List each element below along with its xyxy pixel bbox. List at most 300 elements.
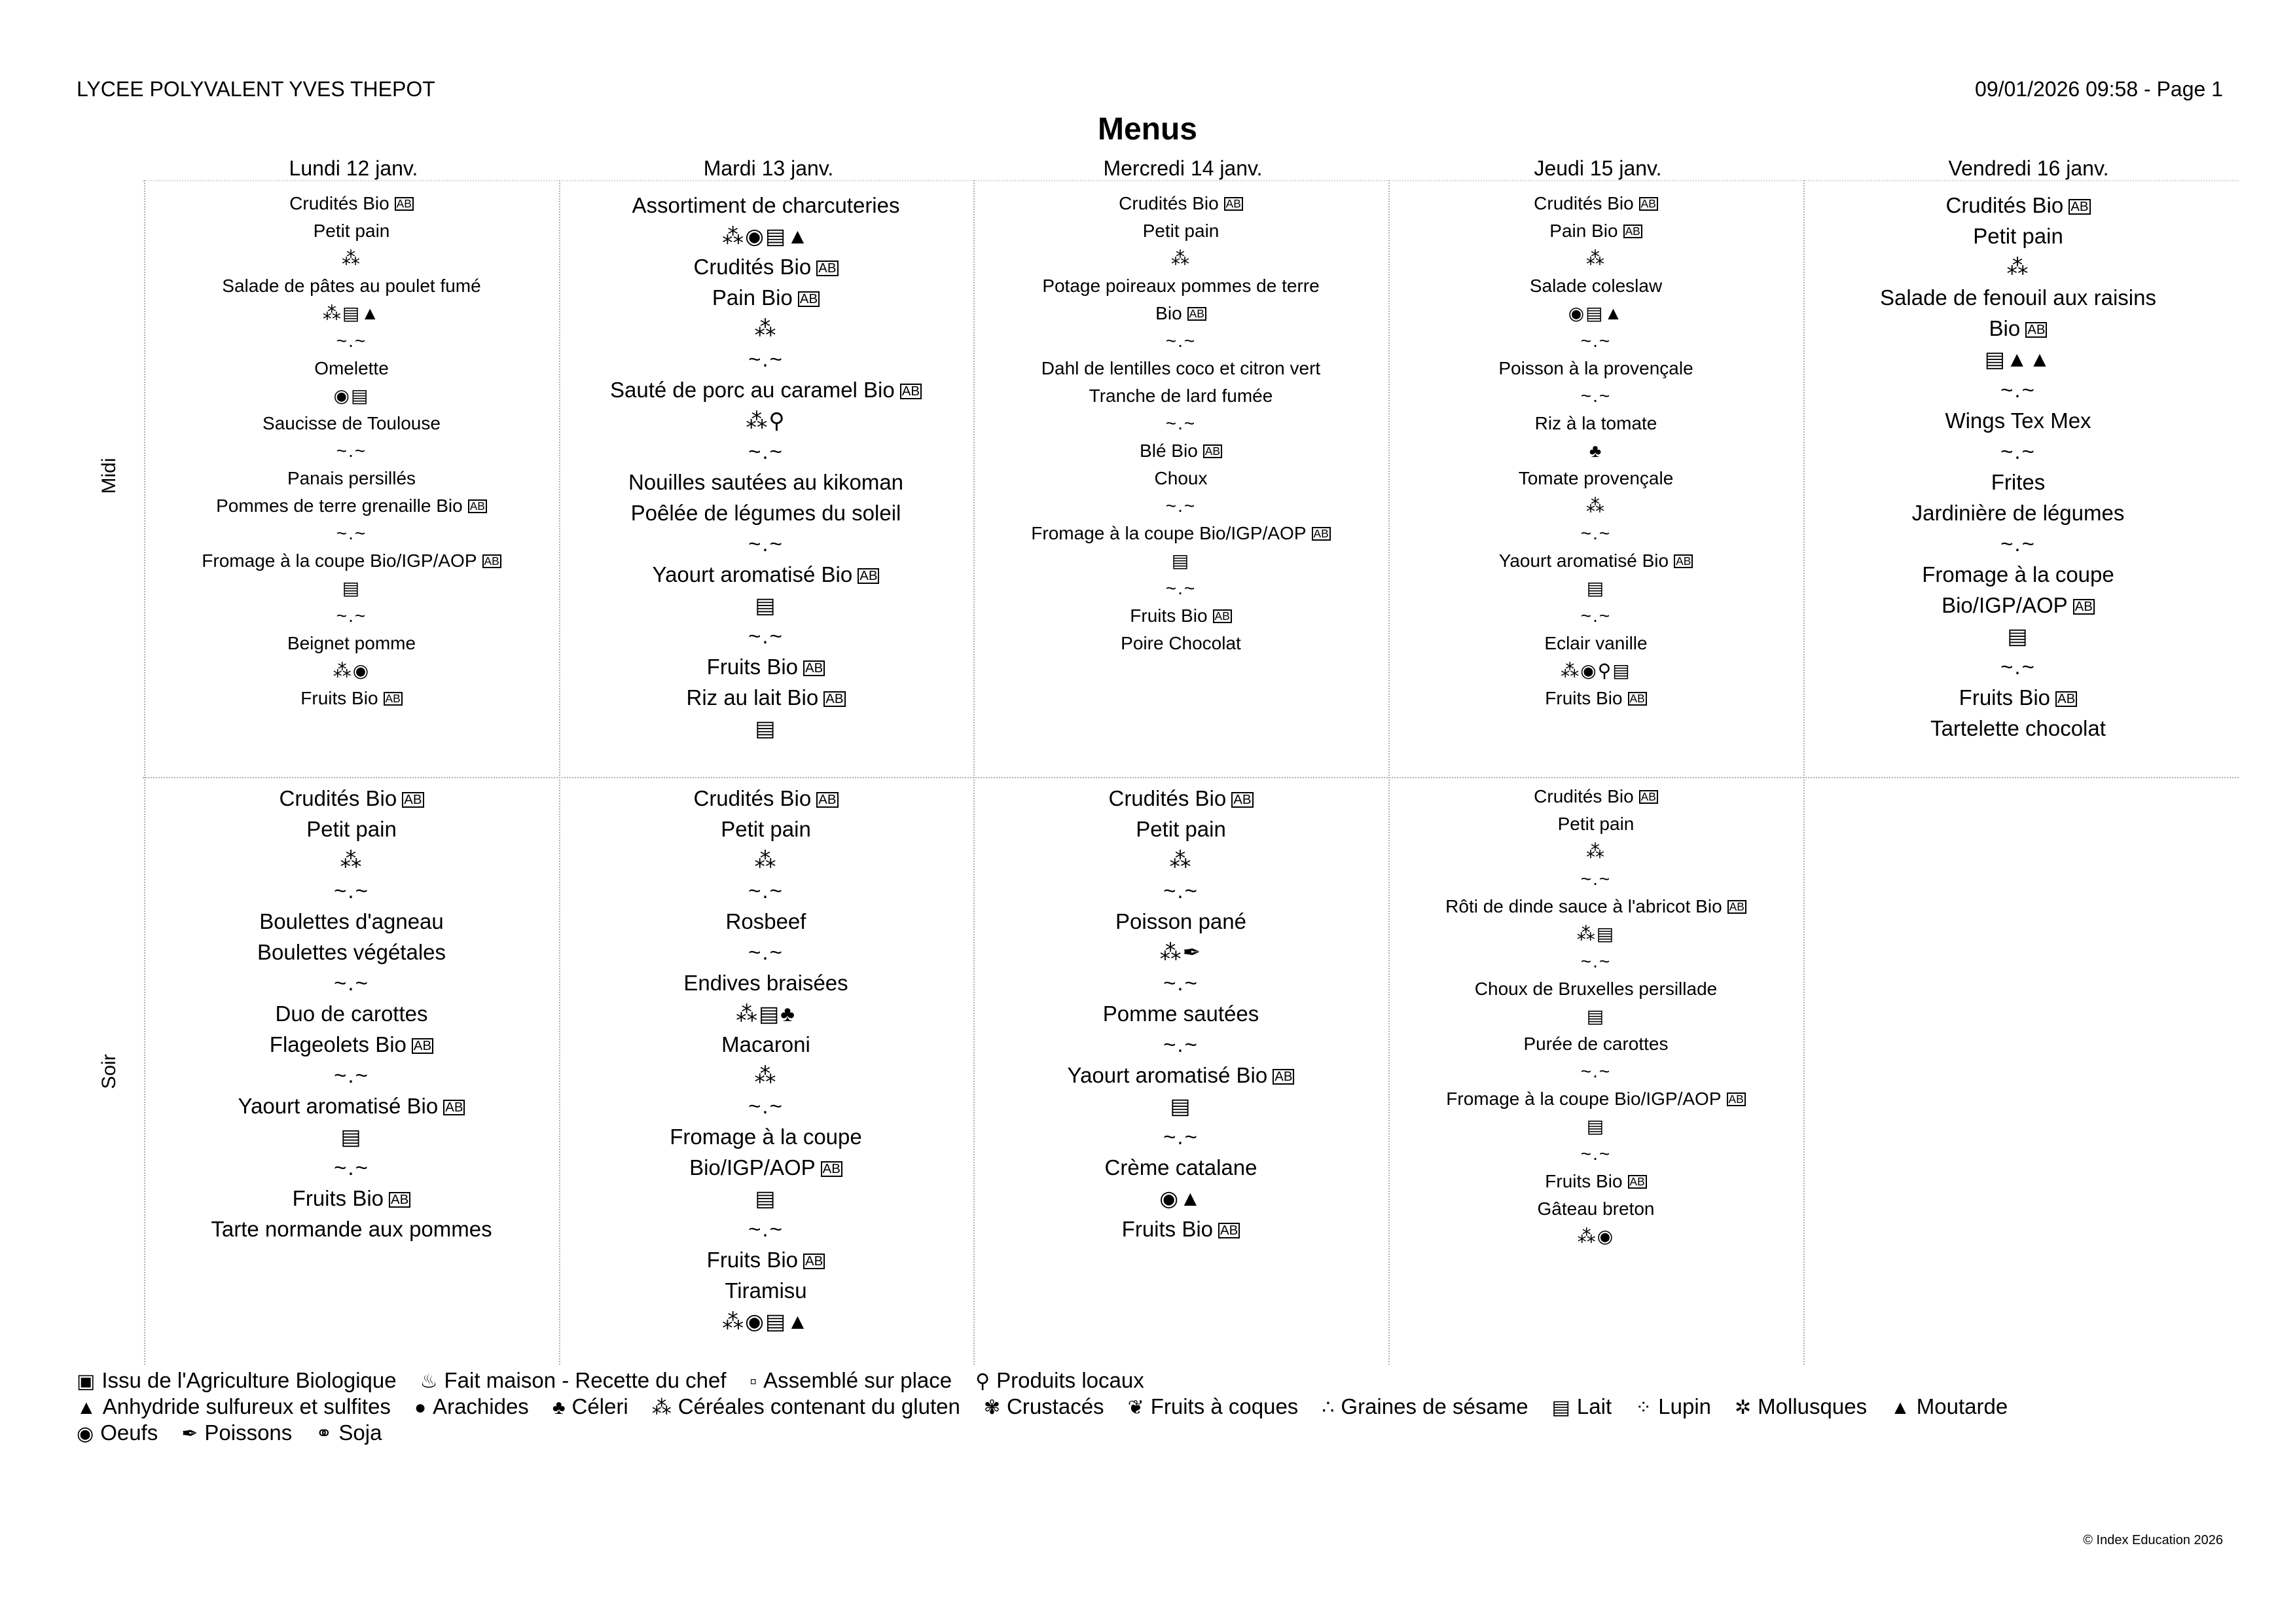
allergen-icons: ⁂◉ bbox=[1577, 1226, 1615, 1246]
menu-item-label: Yaourt aromatisé Bio bbox=[1067, 1063, 1268, 1087]
menu-item-label: Crudités Bio bbox=[693, 786, 812, 810]
allergen-icons: ⁂▤ bbox=[1576, 924, 1616, 944]
allergen-icons: ⁂ bbox=[1586, 496, 1606, 516]
menu-item-label: Gâteau breton bbox=[1537, 1199, 1655, 1219]
menu-item bbox=[569, 1029, 962, 1060]
bio-label-icon: AB bbox=[1623, 225, 1642, 238]
menu-item-label: Poisson pané bbox=[1115, 909, 1246, 933]
menu-item-label: Saucisse de Toulouse bbox=[262, 413, 441, 433]
slot-label-midi: Midi bbox=[98, 458, 120, 494]
legend-label: Assemblé sur place bbox=[763, 1368, 952, 1392]
menu-item-label: Crudités Bio bbox=[279, 786, 397, 810]
menu-item-label: Fruits Bio bbox=[706, 655, 799, 679]
legend-item bbox=[975, 1368, 1144, 1394]
menu-item bbox=[1822, 405, 2214, 436]
menu-item-label: Salade coleslaw bbox=[1529, 276, 1663, 296]
bio-label-icon: AB bbox=[402, 792, 424, 808]
menu-item bbox=[1400, 1030, 1792, 1058]
course-separator: ~.~ bbox=[2000, 378, 2036, 402]
allergen-icons: ⁂ bbox=[340, 848, 363, 872]
menu-item bbox=[1400, 217, 1792, 245]
day-header-friday: Vendredi 16 janv. bbox=[1948, 156, 2109, 180]
menu-item bbox=[1400, 975, 1792, 1003]
bio-label-icon: AB bbox=[798, 291, 820, 307]
menu-cell-midi-monday bbox=[155, 190, 548, 712]
course-separator: ~.~ bbox=[2000, 655, 2036, 679]
sesame-icon: ∴ bbox=[1322, 1397, 1335, 1418]
menu-item bbox=[569, 1275, 962, 1306]
menu-item bbox=[155, 1214, 548, 1244]
menu-item-label: Panais persillés bbox=[287, 468, 416, 488]
menu-item-label: Fruits Bio bbox=[1545, 688, 1623, 708]
menu-item-label: Boulettes d'agneau bbox=[259, 909, 444, 933]
bio-label-icon: AB bbox=[1628, 692, 1647, 706]
bio-label-icon: AB bbox=[803, 660, 825, 676]
legend-label: Anhydride sulfureux et sulfites bbox=[102, 1394, 391, 1418]
allergen-icons: ◉▤▲ bbox=[1568, 303, 1624, 323]
menu-item-label: Petit pain bbox=[306, 817, 397, 841]
lupin-icon: ⁘ bbox=[1635, 1397, 1652, 1418]
menu-item bbox=[1822, 467, 2214, 497]
course-separator: ~.~ bbox=[1580, 869, 1612, 889]
menu-item bbox=[155, 937, 548, 967]
menu-item-label: Potage poireaux pommes de terre bbox=[1042, 276, 1320, 296]
bio-label-icon: AB bbox=[1203, 444, 1222, 458]
menu-item-label: Assortiment de charcuteries bbox=[632, 193, 900, 217]
bio-label-icon: AB bbox=[412, 1038, 433, 1054]
day-header-monday: Lundi 12 janv. bbox=[289, 156, 418, 180]
menu-item bbox=[1400, 810, 1792, 838]
bio-label-icon: AB bbox=[2025, 322, 2047, 338]
menu-item bbox=[155, 685, 548, 712]
menu-item-label: Crudités Bio bbox=[1534, 193, 1634, 213]
legend-label: Mollusques bbox=[1758, 1394, 1868, 1418]
print-stamp: 09/01/2026 09:58 - Page 1 bbox=[1975, 77, 2223, 101]
menu-item-label: Omelette bbox=[314, 358, 389, 378]
page-title: Menus bbox=[1097, 112, 1197, 147]
legend-label: Produits locaux bbox=[996, 1368, 1144, 1392]
legend-label: Graines de sésame bbox=[1341, 1394, 1528, 1418]
legend-label: Fait maison - Recette du chef bbox=[444, 1368, 727, 1392]
menu-item bbox=[569, 467, 962, 497]
bio-label-icon: AB bbox=[1218, 1223, 1240, 1238]
menu-item bbox=[1822, 559, 2214, 590]
menu-item-label: Bio bbox=[1989, 316, 2021, 340]
menu-item bbox=[985, 272, 1377, 300]
course-separator: ~.~ bbox=[1580, 386, 1612, 406]
menu-item-label: Rôti de dinde sauce à l'abricot Bio bbox=[1445, 896, 1722, 916]
course-separator: ~.~ bbox=[334, 971, 369, 995]
menu-item-label: Nouilles sautées au kikoman bbox=[628, 470, 904, 494]
bio-label-icon: AB bbox=[2055, 691, 2077, 707]
menu-item bbox=[985, 382, 1377, 410]
mollusc-icon: ✲ bbox=[1735, 1397, 1752, 1418]
menu-item bbox=[1400, 547, 1792, 575]
menu-item bbox=[155, 630, 548, 657]
bio-label-icon: AB bbox=[2069, 199, 2090, 215]
menu-item bbox=[1822, 313, 2214, 344]
legend-row bbox=[77, 1394, 2031, 1420]
bio-label-icon: AB bbox=[1727, 900, 1746, 914]
legend-item bbox=[420, 1368, 727, 1394]
course-separator: ~.~ bbox=[1580, 605, 1612, 626]
allergen-icons: ⁂▤▲ bbox=[322, 303, 381, 323]
location-pin-icon: ⚲ bbox=[975, 1371, 990, 1392]
sulphite-flask-icon: ▲ bbox=[77, 1397, 96, 1418]
menu-item bbox=[985, 1214, 1377, 1244]
course-separator: ~.~ bbox=[2000, 532, 2036, 556]
allergen-icons: ⁂ bbox=[1171, 248, 1191, 268]
menu-item bbox=[1400, 355, 1792, 382]
course-separator: ~.~ bbox=[748, 878, 784, 903]
menu-item-label: Fromage à la coupe bbox=[1922, 562, 2114, 586]
course-separator: ~.~ bbox=[1165, 331, 1197, 351]
course-separator: ~.~ bbox=[748, 1094, 784, 1118]
menu-item-label: Bio/IGP/AOP bbox=[1942, 593, 2068, 617]
bio-label-icon: AB bbox=[468, 499, 487, 513]
legend-item bbox=[77, 1368, 397, 1394]
grid-column-divider bbox=[1803, 180, 1805, 1365]
course-separator: ~.~ bbox=[1580, 331, 1612, 351]
menu-item bbox=[985, 602, 1377, 630]
bio-label-icon: AB bbox=[1312, 527, 1331, 541]
legend-label: Céleri bbox=[571, 1394, 628, 1418]
legend-item bbox=[1735, 1394, 1867, 1420]
course-separator: ~.~ bbox=[336, 441, 367, 461]
allergen-icons: ⁂◉▤▲ bbox=[722, 1309, 810, 1333]
menu-item-label: Tomate provençale bbox=[1518, 468, 1674, 488]
course-separator: ~.~ bbox=[748, 439, 784, 463]
menu-item-label: Tranche de lard fumée bbox=[1089, 386, 1273, 406]
menu-item bbox=[985, 814, 1377, 844]
menu-item bbox=[155, 814, 548, 844]
menu-item bbox=[985, 190, 1377, 217]
menu-item-label: Bio/IGP/AOP bbox=[689, 1155, 816, 1180]
allergen-icons: ⁂ bbox=[342, 248, 361, 268]
peanut-icon: ● bbox=[414, 1397, 427, 1418]
bio-label-icon: AB bbox=[821, 1161, 842, 1177]
legend-item bbox=[77, 1394, 391, 1420]
legend-label: Poissons bbox=[204, 1420, 293, 1445]
allergen-icons: ▤ bbox=[2007, 624, 2029, 648]
menu-item-label: Yaourt aromatisé Bio bbox=[238, 1094, 439, 1118]
bio-label-icon: AB bbox=[1187, 307, 1206, 321]
day-header-tuesday: Mardi 13 janv. bbox=[703, 156, 834, 180]
menu-item bbox=[569, 374, 962, 405]
course-separator: ~.~ bbox=[1163, 878, 1199, 903]
menu-item bbox=[1822, 282, 2214, 313]
allergen-icons: ▤ bbox=[755, 716, 777, 740]
course-separator: ~.~ bbox=[1580, 951, 1612, 971]
menu-item-label: Beignet pomme bbox=[287, 633, 416, 653]
menu-item bbox=[1822, 713, 2214, 744]
allergen-icons: ▤▲▲ bbox=[1984, 347, 2052, 371]
menu-item-label: Salade de fenouil aux raisins bbox=[1880, 285, 2156, 310]
menu-item bbox=[985, 300, 1377, 327]
course-separator: ~.~ bbox=[1165, 578, 1197, 598]
menu-item bbox=[1400, 630, 1792, 657]
menu-item bbox=[569, 559, 962, 590]
legend-item bbox=[414, 1394, 529, 1420]
menu-item bbox=[569, 190, 962, 221]
bio-label-icon: AB bbox=[482, 554, 501, 568]
menu-item bbox=[1400, 410, 1792, 437]
menu-item bbox=[569, 282, 962, 313]
course-separator: ~.~ bbox=[334, 1063, 369, 1087]
menu-item bbox=[155, 217, 548, 245]
legend-item bbox=[1890, 1394, 2008, 1420]
menu-item-label: Petit pain bbox=[1557, 814, 1635, 834]
legend-item bbox=[77, 1420, 158, 1447]
bio-label-icon: AB bbox=[2073, 599, 2095, 615]
menu-item-label: Tarte normande aux pommes bbox=[211, 1217, 492, 1241]
legend-label: Lupin bbox=[1658, 1394, 1712, 1418]
legend-label: Arachides bbox=[433, 1394, 529, 1418]
menu-item bbox=[1400, 783, 1792, 810]
course-separator: ~.~ bbox=[1163, 971, 1199, 995]
allergen-icons: ▤ bbox=[755, 593, 777, 617]
bio-label-icon: AB bbox=[443, 1100, 465, 1115]
allergen-icons: ⁂▤♣ bbox=[736, 1001, 796, 1026]
menu-item-label: Fromage à la coupe Bio/IGP/AOP bbox=[1446, 1089, 1722, 1109]
menu-item-label: Pommes de terre grenaille Bio bbox=[216, 496, 463, 516]
menu-item bbox=[569, 497, 962, 528]
bio-label-icon: AB bbox=[395, 197, 414, 211]
course-separator: ~.~ bbox=[748, 624, 784, 648]
menu-item bbox=[1400, 1168, 1792, 1195]
bio-label-icon: AB bbox=[1224, 197, 1243, 211]
allergen-icons: ▤ bbox=[340, 1125, 363, 1149]
menu-item bbox=[985, 520, 1377, 547]
allergen-icons: ⁂ bbox=[2006, 255, 2030, 279]
bio-label-icon: ▣ bbox=[77, 1371, 96, 1392]
menu-item bbox=[1400, 685, 1792, 712]
allergen-icons: ⁂ bbox=[754, 1063, 778, 1087]
course-separator: ~.~ bbox=[1163, 1125, 1199, 1149]
day-header-wednesday: Mercredi 14 janv. bbox=[1103, 156, 1263, 180]
menu-item-label: Petit pain bbox=[1973, 224, 2063, 248]
bio-label-icon: AB bbox=[1213, 609, 1232, 623]
menu-item bbox=[569, 814, 962, 844]
menu-cell-midi-thursday bbox=[1400, 190, 1792, 712]
menu-item-label: Fruits Bio bbox=[292, 1186, 384, 1210]
allergen-icons: ⁂ bbox=[754, 316, 778, 340]
menu-item-label: Petit pain bbox=[1136, 817, 1226, 841]
menu-item bbox=[569, 906, 962, 937]
menu-item-label: Macaroni bbox=[721, 1032, 810, 1056]
menu-item-label: Frites bbox=[1991, 470, 2046, 494]
milk-icon: ▤ bbox=[1551, 1397, 1570, 1418]
course-separator: ~.~ bbox=[1580, 1061, 1612, 1081]
allergen-icons: ♣ bbox=[1589, 441, 1603, 461]
menu-item-label: Fruits Bio bbox=[1959, 685, 2051, 710]
allergen-icons: ⁂ bbox=[1586, 248, 1606, 268]
bio-label-icon: AB bbox=[389, 1192, 410, 1208]
menu-item-label: Crème catalane bbox=[1104, 1155, 1257, 1180]
menu-item bbox=[569, 682, 962, 713]
allergen-icons: ▤ bbox=[1586, 1006, 1606, 1026]
menu-item bbox=[985, 998, 1377, 1029]
menu-item bbox=[1822, 497, 2214, 528]
course-separator: ~.~ bbox=[748, 940, 784, 964]
gluten-grain-icon: ⁂ bbox=[651, 1397, 672, 1418]
menu-item-label: Tartelette chocolat bbox=[1930, 716, 2106, 740]
menu-item bbox=[1822, 221, 2214, 251]
menu-item-label: Crudités Bio bbox=[1534, 786, 1634, 806]
menu-item bbox=[569, 651, 962, 682]
menu-item bbox=[569, 1244, 962, 1275]
bio-label-icon: AB bbox=[384, 692, 403, 706]
menu-item bbox=[155, 492, 548, 520]
course-separator: ~.~ bbox=[748, 347, 784, 371]
school-name: LYCEE POLYVALENT YVES THEPOT bbox=[77, 77, 435, 101]
menu-item-label: Poêlée de légumes du soleil bbox=[630, 501, 901, 525]
legend-label: Céréales contenant du gluten bbox=[678, 1394, 960, 1418]
bio-label-icon: AB bbox=[1628, 1175, 1647, 1189]
menu-item-label: Purée de carottes bbox=[1523, 1034, 1669, 1054]
allergen-icons: ⁂⚲ bbox=[746, 408, 786, 433]
menu-item bbox=[155, 355, 548, 382]
allergen-icons: ▤ bbox=[755, 1186, 777, 1210]
legend-label: Soja bbox=[338, 1420, 382, 1445]
menu-item bbox=[985, 1060, 1377, 1091]
course-separator: ~.~ bbox=[336, 523, 367, 543]
menu-item-label: Pain Bio bbox=[712, 285, 793, 310]
course-separator: ~.~ bbox=[1163, 1032, 1199, 1056]
allergen-icons: ▤ bbox=[342, 578, 361, 598]
menu-item-label: Riz à la tomate bbox=[1534, 413, 1657, 433]
fish-icon: ✒ bbox=[181, 1423, 198, 1445]
legend-label: Oeufs bbox=[100, 1420, 158, 1445]
menu-item-label: Crudités Bio bbox=[1119, 193, 1219, 213]
crustacean-icon: ✾ bbox=[983, 1397, 1000, 1418]
day-header-thursday: Jeudi 15 janv. bbox=[1534, 156, 1662, 180]
menu-item-label: Dahl de lentilles coco et citron vert bbox=[1041, 358, 1321, 378]
bio-label-icon: AB bbox=[823, 691, 845, 707]
mustard-icon: ▲ bbox=[1890, 1397, 1910, 1418]
bio-label-icon: AB bbox=[900, 384, 922, 399]
allergen-icons: ⁂ bbox=[1586, 841, 1606, 861]
legend-item bbox=[552, 1394, 628, 1420]
grid-column-divider bbox=[144, 180, 145, 1365]
slot-label-soir: Soir bbox=[98, 1054, 120, 1089]
menu-item bbox=[155, 906, 548, 937]
menu-item bbox=[985, 630, 1377, 657]
legend-item bbox=[652, 1394, 960, 1420]
soy-icon: ⚭ bbox=[316, 1423, 333, 1445]
menu-item bbox=[155, 1029, 548, 1060]
menu-item-label: Fruits Bio bbox=[300, 688, 378, 708]
legend-item bbox=[984, 1394, 1104, 1420]
menu-item bbox=[1822, 190, 2214, 221]
legend-item bbox=[1552, 1394, 1612, 1420]
legend-row bbox=[77, 1368, 2031, 1394]
menu-item-label: Crudités Bio bbox=[693, 255, 812, 279]
bio-label-icon: AB bbox=[1674, 554, 1693, 568]
menu-item-label: Fruits Bio bbox=[1130, 605, 1208, 626]
allergen-icons: ⁂◉⚲▤ bbox=[1561, 660, 1631, 681]
menu-item-label: Endives braisées bbox=[683, 971, 848, 995]
grid-column-divider bbox=[1388, 180, 1390, 1365]
menu-item-label: Crudités Bio bbox=[1108, 786, 1227, 810]
menu-item bbox=[1400, 465, 1792, 492]
legend-label: Moutarde bbox=[1916, 1394, 2008, 1418]
menu-item bbox=[1822, 590, 2214, 621]
bio-label-icon: AB bbox=[1273, 1069, 1294, 1085]
legend-label: Lait bbox=[1576, 1394, 1612, 1418]
copyright: © Index Education 2026 bbox=[2083, 1533, 2223, 1547]
legend-row bbox=[77, 1420, 2031, 1447]
menu-item-label: Fruits Bio bbox=[1545, 1171, 1623, 1191]
menu-item bbox=[155, 1091, 548, 1121]
menu-item bbox=[569, 783, 962, 814]
menu-item-label: Jardinière de légumes bbox=[1911, 501, 2125, 525]
menu-item-label: Petit pain bbox=[721, 817, 811, 841]
menu-item-label: Riz au lait Bio bbox=[686, 685, 819, 710]
menu-item bbox=[1400, 1195, 1792, 1223]
menu-item bbox=[155, 547, 548, 575]
menu-item bbox=[155, 272, 548, 300]
menu-item bbox=[985, 465, 1377, 492]
menu-item-label: Flageolets Bio bbox=[269, 1032, 407, 1056]
legend-label: Fruits à coques bbox=[1150, 1394, 1299, 1418]
menu-item-label: Crudités Bio bbox=[1945, 193, 2064, 217]
course-separator: ~.~ bbox=[334, 1155, 369, 1180]
menu-item-label: Choux de Bruxelles persillade bbox=[1474, 979, 1718, 999]
allergen-icons: ▤ bbox=[1586, 1116, 1606, 1136]
legend-item bbox=[1128, 1394, 1299, 1420]
chef-hat-icon: ♨ bbox=[420, 1371, 438, 1392]
menu-item-label: Bio bbox=[1155, 303, 1182, 323]
menu-cell-soir-monday bbox=[155, 783, 548, 1244]
menu-item bbox=[155, 190, 548, 217]
bio-label-icon: AB bbox=[858, 568, 879, 584]
menu-item-label: Petit pain bbox=[1142, 221, 1220, 241]
menu-item bbox=[1400, 893, 1792, 920]
menu-item-label: Salade de pâtes au poulet fumé bbox=[222, 276, 481, 296]
menu-item bbox=[1822, 682, 2214, 713]
menu-item-label: Petit pain bbox=[313, 221, 390, 241]
allergen-icons: ⁂◉▤▲ bbox=[722, 224, 810, 248]
menu-cell-soir-wednesday bbox=[985, 783, 1377, 1244]
menu-cell-midi-tuesday bbox=[569, 190, 962, 744]
course-separator: ~.~ bbox=[748, 1217, 784, 1241]
allergen-icons: ◉▤ bbox=[333, 386, 370, 406]
bio-label-icon: AB bbox=[1727, 1092, 1746, 1106]
grid-column-divider bbox=[973, 180, 975, 1365]
menu-item bbox=[155, 465, 548, 492]
allergen-icons: ▤ bbox=[1171, 550, 1191, 571]
menu-item bbox=[569, 1121, 962, 1152]
menu-item bbox=[1400, 1085, 1792, 1113]
course-separator: ~.~ bbox=[334, 878, 369, 903]
bio-label-icon: AB bbox=[816, 792, 838, 808]
legend-label: Issu de l'Agriculture Biologique bbox=[101, 1368, 397, 1392]
course-separator: ~.~ bbox=[336, 331, 367, 351]
allergen-icons: ⁂ bbox=[1169, 848, 1193, 872]
menu-cell-soir-thursday bbox=[1400, 783, 1792, 1250]
menu-item-label: Fromage à la coupe bbox=[670, 1125, 862, 1149]
menu-item bbox=[985, 906, 1377, 937]
menu-item bbox=[569, 967, 962, 998]
allergen-legend bbox=[77, 1368, 2031, 1447]
course-separator: ~.~ bbox=[2000, 439, 2036, 463]
menu-item bbox=[155, 783, 548, 814]
menu-item bbox=[155, 998, 548, 1029]
legend-item bbox=[1322, 1394, 1528, 1420]
grid-column-divider bbox=[559, 180, 560, 1365]
menu-item-label: Wings Tex Mex bbox=[1945, 408, 2091, 433]
